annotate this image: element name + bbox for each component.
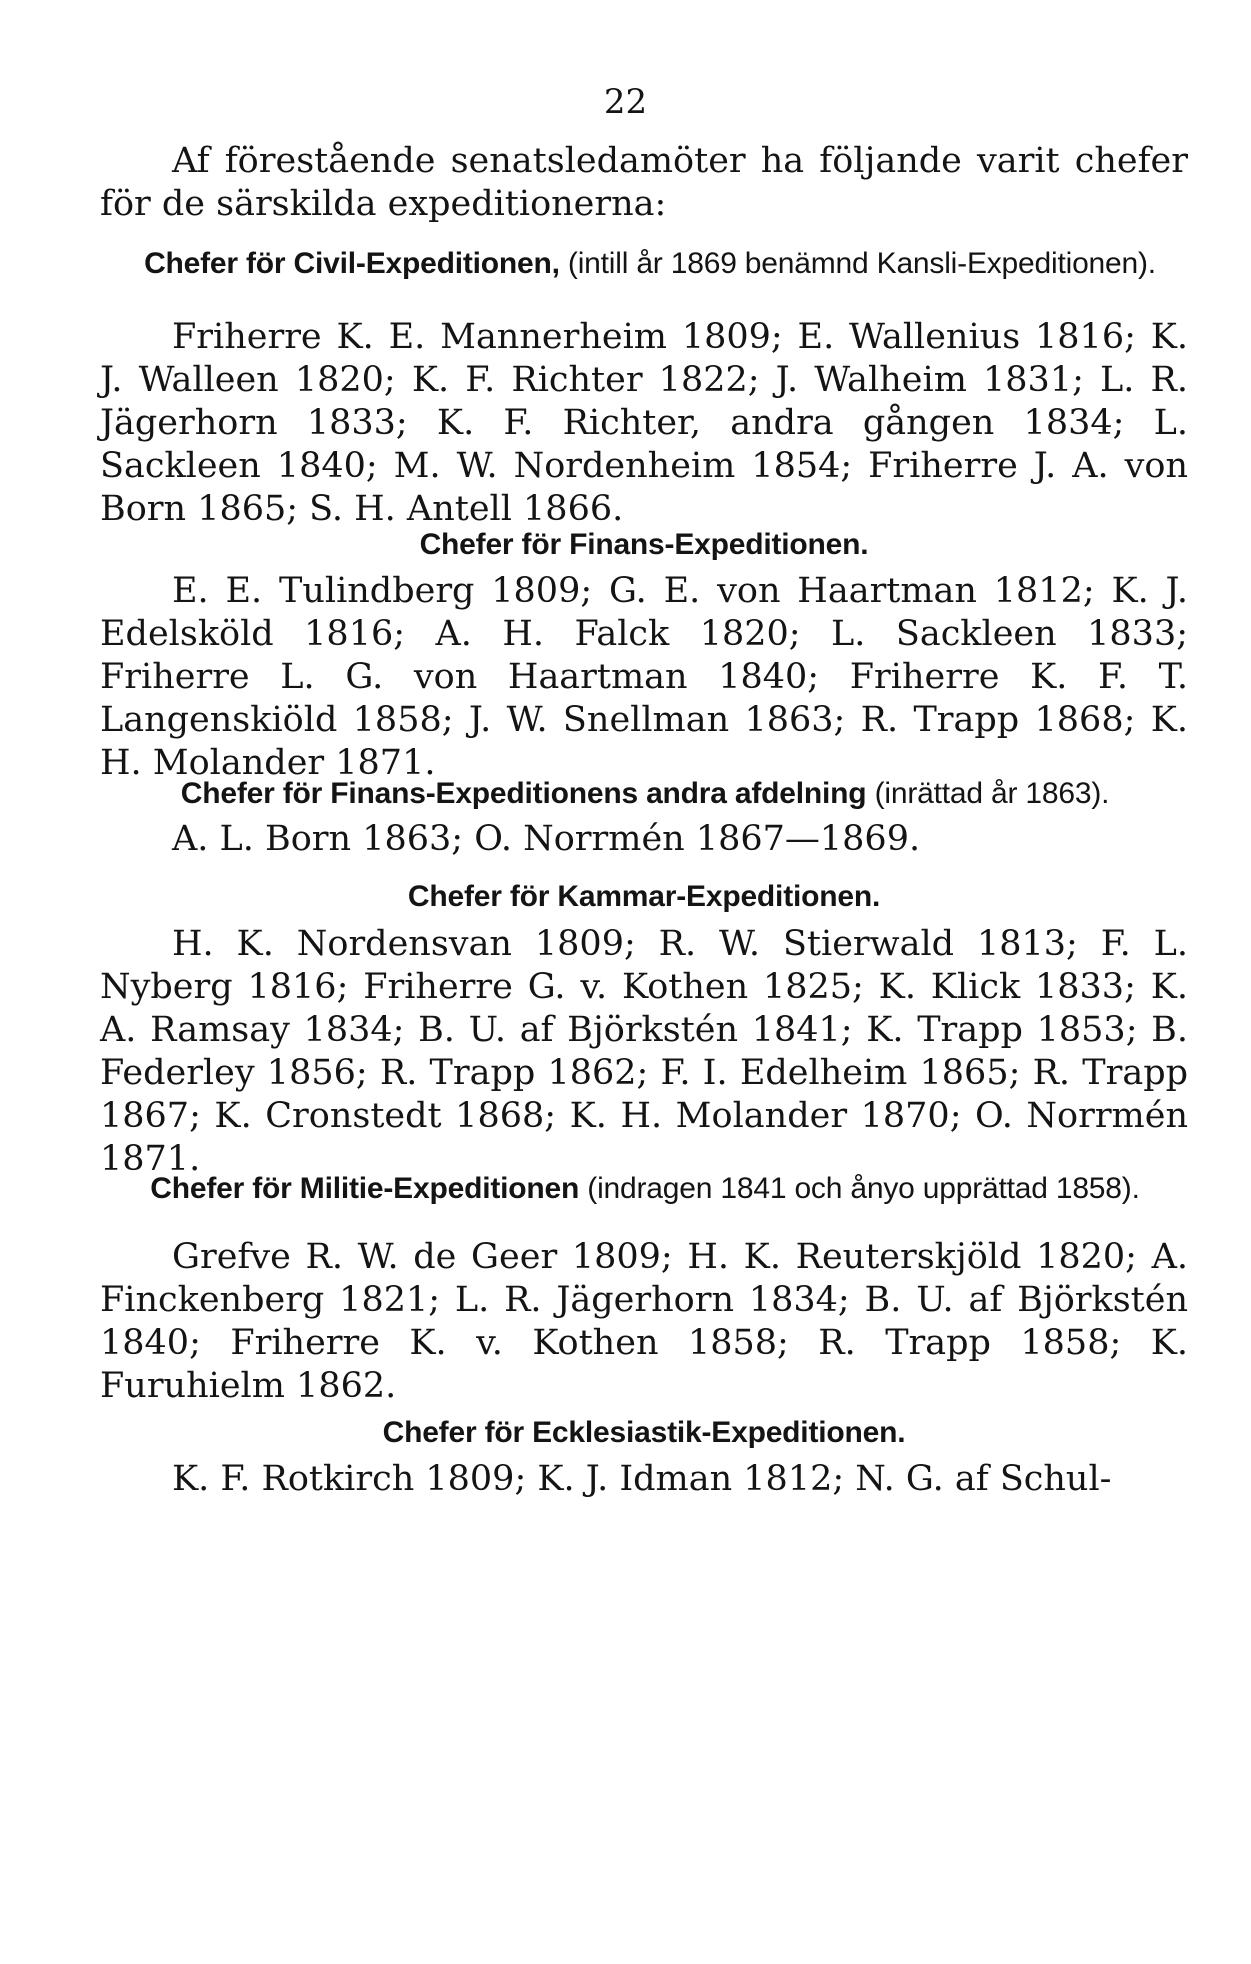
section-heading-title: Chefer för Kammar-Expeditionen. xyxy=(407,880,881,913)
section-text: A. L. Born 1863; O. Norrmén 1867—1869. xyxy=(172,819,921,859)
section-heading-note: (intill år 1869 benämnd Kansli-Expeditionen). xyxy=(567,247,1156,280)
section-finans-andra-heading xyxy=(90,773,1200,815)
section-heading-title: Chefer för Ecklesiastik-Expeditionen. xyxy=(382,1416,906,1449)
section-finans-andra-text xyxy=(100,818,1188,861)
section-text: Friherre K. E. Mannerheim 1809; E. Wallenius 1816; K. J. Walleen 1820; K. F. Richter 1822; J. Walheim 1831; L. R. Jägerhorn 1833; K. F. Richter, andra gången 1834; L. Sackleen 1840; M. W. Nordenheim 1854; Friherre J. A. von Born 1865; S. H. Antell 1866. xyxy=(100,317,1188,529)
section-text: E. E. Tulindberg 1809; G. E. von Haartman 1812; K. J. Edelsköld 1816; A. H. Falck 1820; L. Sackleen 1833; Friherre L. G. von Haartman 1840; Friherre K. F. T. Langenskiöld 1858; J. W. Snellman 1863; R. Trapp 1868; K. H. Molander 1871. xyxy=(100,571,1188,783)
section-heading-title: Chefer för Finans-Expeditionens andra afdelning xyxy=(180,777,867,810)
section-heading xyxy=(100,524,1188,566)
section-heading-note: (inrättad år 1863). xyxy=(874,777,1110,810)
section-heading-title: Chefer för Finans-Expeditionen. xyxy=(419,528,869,561)
section-ecklesiastik-heading xyxy=(100,1412,1188,1454)
section-heading-title: Chefer för Militie-Expeditionen xyxy=(150,1172,580,1205)
section-heading xyxy=(100,1412,1188,1454)
section-civil-text xyxy=(100,316,1188,531)
section-heading-title: Chefer för Civil-Expeditionen, xyxy=(144,247,560,280)
section-kammar-text xyxy=(100,923,1188,1181)
intro-paragraph: Af förestående senatsledamöter ha följande varit chefer för de särskilda expeditionerna: xyxy=(100,141,1188,224)
section-militie-heading xyxy=(140,1168,1150,1210)
page-number: 22 xyxy=(603,82,648,122)
section-text: Grefve R. W. de Geer 1809; H. K. Reuterskjöld 1820; A. Finckenberg 1821; L. R. Jägerhorn 1834; B. U. af Björkstén 1840; Friherre K. v. Kothen 1858; R. Trapp 1858; K. Furuhielm 1862. xyxy=(100,1237,1188,1406)
section-heading xyxy=(140,1168,1150,1210)
section-finans-heading xyxy=(100,524,1188,566)
section-heading-note: (indragen 1841 och ånyo upprättad 1858). xyxy=(587,1172,1140,1205)
section-text: K. F. Rotkirch 1809; K. J. Idman 1812; N. G. af Schul- xyxy=(172,1459,1112,1499)
section-text: H. K. Nordensvan 1809; R. W. Stierwald 1813; F. L. Nyberg 1816; Friherre G. v. Kothen 1825; K. Klick 1833; K. A. Ramsay 1834; B. U. af Björkstén 1841; K. Trapp 1853; B. Federley 1856; R. Trapp 1862; F. I. Edelheim 1865; R. Trapp 1867; K. Cronstedt 1868; K. H. Molander 1870; O. Norrmén 1871. xyxy=(100,924,1188,1179)
section-ecklesiastik-text xyxy=(100,1458,1188,1501)
section-kammar-heading xyxy=(100,876,1188,918)
section-heading xyxy=(130,243,1170,285)
section-civil-heading xyxy=(130,243,1170,285)
intro-block xyxy=(100,140,1188,226)
section-militie-text xyxy=(100,1236,1188,1408)
section-finans-text xyxy=(100,570,1188,785)
section-heading xyxy=(100,876,1188,918)
section-heading xyxy=(90,773,1200,815)
